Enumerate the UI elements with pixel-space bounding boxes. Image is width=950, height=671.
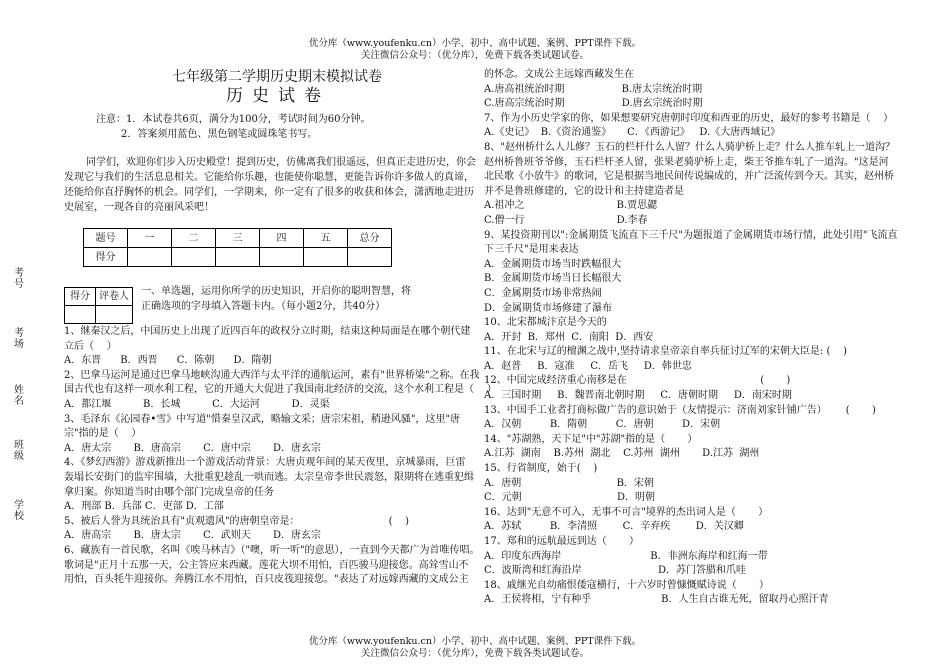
- side-label-exam-room: 考场: [14, 328, 24, 350]
- question-line: 用怕，百头牦牛迎接你。奔腾江水不用怕，百只皮筏迎接您。"表达了对远嫁西藏的文成公主: [64, 574, 469, 586]
- intro-line-3: 还能给你直抒胸怀的机会。同学们，一学期来，你一定有了很多的收获和体会，潇洒地走进历: [64, 187, 474, 198]
- question-line: A．刑部 B．兵部 C．吏部 D．工部: [64, 501, 224, 513]
- question-line: 16、达到"无意不可入，无事不可言"境界的杰出词人是（ ）: [484, 506, 769, 518]
- notice-2: 2．答案须用蓝色、黑色钢笔或圆珠笔书写。: [121, 129, 318, 140]
- question-line: C.僧一行 D.李春: [484, 214, 648, 226]
- question-line: A．开封 B．郑州 C．南阳 D．西安: [484, 331, 654, 343]
- question-line: 9、某投资期刊以":金属期货飞流直下三千尺"为题报道了金属期货市场行情，此处引用"飞流直: [484, 229, 898, 241]
- question-line: 17、郑和的远航最远到达（ ）: [484, 536, 639, 547]
- score-cell[interactable]: [172, 248, 216, 267]
- question-line: A．金属期货市场当时跌幅很大: [484, 258, 622, 270]
- question-line: D．金属期货市场修建了瀑布: [484, 302, 613, 314]
- score-table-header-row: [84, 229, 392, 248]
- question-line: 赵州桥鲁班爷爷修，玉石栏杆圣人留，张果老骑驴桥上走，柴王爷推车轧了一道沟。"这是河: [484, 156, 889, 168]
- score-cell[interactable]: [304, 248, 348, 267]
- score-table-header: 二: [172, 229, 216, 248]
- side-label-class: 班级: [14, 440, 24, 462]
- header-line-2: 关注微信公众号：（优分库），免费下载各类试题试卷。: [360, 50, 589, 61]
- section-1-heading: 一、单选题，运用你所学的历史知识，开启你的聪明智慧，将: [141, 286, 411, 297]
- notice-1: 注意：1．本试卷共6页，满分为100分，考试时间为60分钟。: [96, 114, 371, 125]
- side-label-name: 姓名: [14, 385, 24, 407]
- question-line: A.《史记》 B.《资治通鉴》 C．《西游记》 D.《大唐西域记》: [484, 127, 781, 139]
- question-line: 的怀念。文成公主远嫁西藏发生在: [484, 69, 634, 80]
- question-line: 国古代也有这样一项水利工程，它的开通大大促进了我国南北经济的交流，这个水利工程是（ ）: [64, 384, 497, 396]
- question-line: 并不是鲁班修建的，它的设计和主持建造者是: [484, 185, 684, 197]
- question-line: 6、藏族有一首民歌，名叫《唉马林吉》（"噢，听一听"的意思），一直到今天都广为首唯传唱。: [64, 544, 480, 556]
- exam-title: 七年级第二学期历史期末模拟试卷: [172, 69, 382, 85]
- score-cell[interactable]: [128, 248, 172, 267]
- question-line: B．金属期货市场当日长幅很大: [484, 273, 622, 285]
- exam-subtitle: 历史试卷: [226, 86, 330, 106]
- footer-line-1: 优分库（www.youfenku.cn）小学、初中、高中试题、案例、PPT课件下载。: [308, 636, 642, 647]
- score-table-header: 总分: [348, 229, 392, 248]
- grader-score-cell[interactable]: [65, 306, 96, 324]
- question-line: A．汉朝 B．隋朝 C．唐朝 D．宋朝: [484, 419, 721, 431]
- question-line: A．唐太宗 B．唐高宗 C．唐中宗 D．唐玄宗: [64, 442, 321, 454]
- question-line: 10、北宋都城汴京是今天的: [484, 317, 607, 329]
- question-line: 5、被后人誉为具统治具有"贞观遗风"的唐朝皇帝是： ( ): [64, 515, 410, 527]
- question-line: 18、戚继光自幼痛恨倭寇横行，十六岁时曾慷慨赋诗说（ ）: [484, 579, 769, 591]
- question-line: A．唐高宗 B．唐太宗 C．武则天 D．唐玄宗: [64, 530, 321, 542]
- side-label-exam-number: 考号: [14, 268, 24, 290]
- question-line: 8、"赵州桥什么人儿修？玉石的栏杆什么人留？什么人骑驴桥上走？什么人推车轧上一道沟？: [484, 141, 895, 153]
- intro-line-1: 同学们，欢迎你们步入历史殿堂！提到历史，仿佛离我们很遥远，但真正走进历史，你会: [86, 157, 476, 168]
- question-line: A．三国时期 B．魏晋南北朝时期 C．唐朝时期 D．南宋时期: [484, 390, 792, 402]
- question-line: 2、巴拿马运河是通过巴拿马地峡沟通大西洋与太平洋的通航运河，素有"世界桥梁"之称。在我: [64, 369, 480, 381]
- question-line: C．元朝 D．明朝: [484, 492, 656, 504]
- question-line: 轰塌长安街门的监牢围墙，大批重犯趁乱一哄而逃。太宗皇帝李世民震怒，限期将在逃重犯缉: [64, 471, 474, 483]
- question-line: 14、"苏湖熟，天下足"中"苏湖"指的是（ ）: [484, 433, 698, 445]
- right-question-block: [484, 68, 898, 608]
- intro-line-4: 史展室，一现各自的亮丽风采吧！: [64, 202, 214, 213]
- score-cell[interactable]: [348, 248, 392, 267]
- question-line: A．苏轼 B．李清照 C．辛弃疾 D．关汉卿: [484, 521, 744, 533]
- question-line: C.唐高宗统治时期 D.唐玄宗统治时期: [484, 98, 703, 110]
- question-line: A．印度东西海岸 B．非洲东海岸和红海一带: [484, 550, 768, 562]
- question-line: A.江苏 湖南 B.苏州 湖北 C.苏州 湖州 D.江苏 湖州: [484, 448, 760, 460]
- question-line: A.祖冲之 B.贾思勰: [484, 200, 658, 212]
- score-cell[interactable]: [216, 248, 260, 267]
- grader-reviewer-label: 评卷人: [96, 288, 133, 306]
- question-line: 下三千尺"是用来表达: [484, 244, 579, 256]
- header-line-1: 优分库（www.youfenku.cn）小学、初中、高中试题、案例、PPT课件下载。: [308, 38, 642, 49]
- question-line: 拿归案。你知道当时由哪个部门完成皇帝的任务: [64, 486, 274, 498]
- question-line: A．赵普 B．寇准 C．岳飞 D．韩世忠: [484, 360, 692, 372]
- intro-line-2: 发现它与我们的生活息息相关。它能给你乐趣，也能使你聪慧，更能告诉你许多做人的真谛，: [64, 172, 474, 183]
- question-line: 宗"指的是（ ）: [64, 428, 142, 440]
- score-row-label: 得分: [84, 248, 128, 267]
- footer-line-2: 关注微信公众号：（优分库），免费下载各类试题试卷。: [360, 648, 589, 659]
- question-line: 4、《梦幻西游》游戏新推出一个游戏活动背景：大唐贞观年间的某天夜里，京城暴雨，巨雷: [64, 457, 466, 469]
- question-line: 15、行省制度，始于( ): [484, 463, 598, 475]
- question-line: A．王侯将相，宁有种乎 B．人生自古谁无死，留取丹心照汗青: [484, 594, 829, 606]
- score-table-header: 一: [128, 229, 172, 248]
- question-line: C．金属期货市场非常热闹: [484, 287, 602, 299]
- question-line: 11、在北宋与辽的檀渊之战中,坚持请求皇帝亲自率兵征讨辽军的宋朝大臣是: ( ): [484, 346, 847, 358]
- side-label-school: 学校: [14, 500, 24, 522]
- score-cell[interactable]: [260, 248, 304, 267]
- question-line: A.唐高祖统治时期 B.唐太宗统治时期: [484, 83, 703, 95]
- section-1-instructions: 正确选项的字母填入答题卡内。（每小题2分，共40分）: [141, 301, 386, 312]
- question-line: 立后（ ）: [64, 340, 117, 352]
- grader-table: [64, 287, 133, 324]
- question-line: 歌词是"正月十五那一天，公主答应来西藏。莲花大坝不用怕，百匹骏马迎接您。高耸雪山不: [64, 559, 469, 571]
- question-line: 12、中国完成经济重心南移是在 ( ): [484, 375, 791, 387]
- question-line: 3、毛泽东《沁园春•雪》中写道"惜秦皇汉武，略输文采；唐宗宋祖，稍逊风骚"，这里"唐: [64, 413, 461, 425]
- score-table: [83, 228, 392, 267]
- question-line: C．波斯湾和红海沿岸 D．苏门答腊和爪哇: [484, 565, 746, 577]
- question-line: 1、继秦汉之后，中国历史上出现了近四百年的政权分立时期，结束这种局面是在哪个朝代建: [64, 326, 471, 337]
- question-line: A．唐朝 B．宋朝: [484, 477, 654, 489]
- score-table-score-row: [84, 248, 392, 267]
- grader-score-label: 得分: [65, 288, 96, 306]
- question-line: A．东晋 B．西晋 C．陈朝 D．隋朝: [64, 355, 272, 367]
- score-table-header: 三: [216, 229, 260, 248]
- score-table-header: 题号: [84, 229, 128, 248]
- grader-reviewer-cell[interactable]: [96, 306, 133, 324]
- score-table-header: 五: [304, 229, 348, 248]
- question-line: A．都江堰 B．长城 C．大运河 D．灵渠: [64, 398, 330, 410]
- left-question-block: [64, 325, 497, 588]
- score-table-header: 四: [260, 229, 304, 248]
- question-line: 13、中国手工业者打商标做广告的意识始于（友情提示：济南刘家针铺广告） ( ): [484, 404, 876, 416]
- question-line: 7、作为小历史学家的你，如果想要研究唐朝时印度和西亚的历史，最好的参考书籍是（ ）: [484, 112, 894, 124]
- question-line: 北民歌《小放牛》的歌词，它是根据当地民间传说编成的，并广泛流传到今天。其实，赵州桥: [484, 171, 894, 183]
